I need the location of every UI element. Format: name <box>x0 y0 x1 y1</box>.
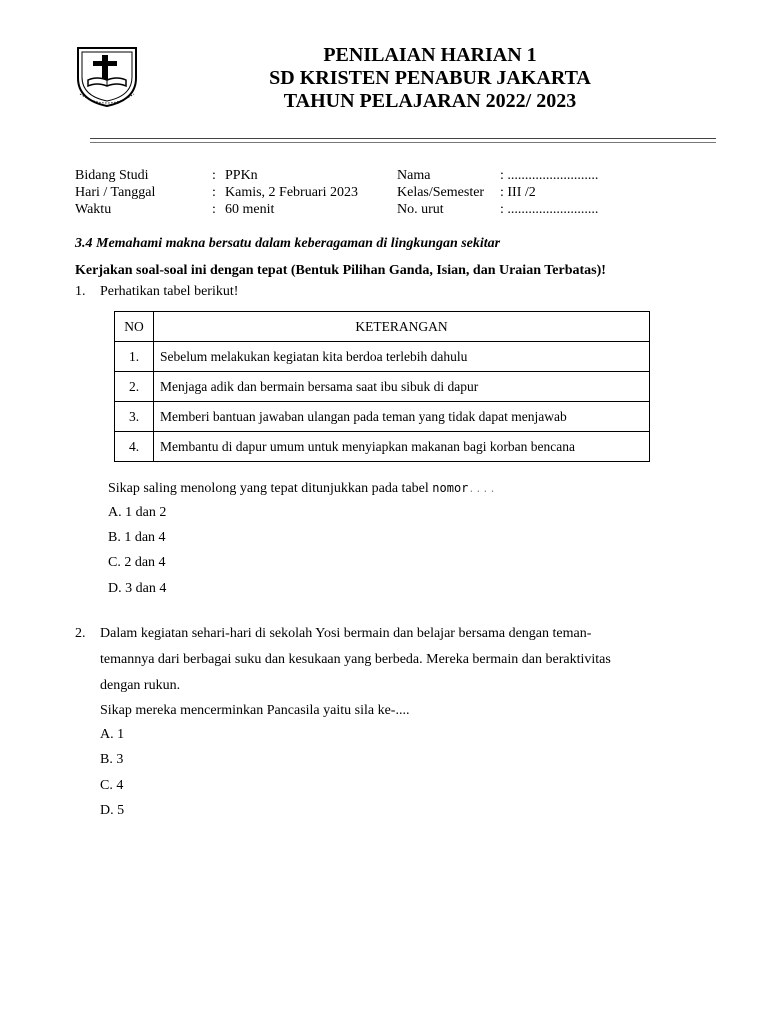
question-1-prompt-word: nomor <box>432 481 469 495</box>
info-label-date: Hari / Tanggal <box>75 185 156 200</box>
info-value-class: : III /2 <box>500 185 536 200</box>
info-sep-date: : <box>212 185 216 200</box>
question-2-line-1: Dalam kegiatan sehari-hari di sekolah Yosi bermain dan belajar bersama dengan teman- <box>100 626 592 641</box>
question-1-number: 1. <box>75 284 86 299</box>
table-cell-keterangan: Menjaga adik dan bermain bersama saat ibu sibuk di dapur <box>154 372 650 402</box>
info-label-number: No. urut <box>397 202 444 217</box>
question-1-option-d[interactable]: D. 3 dan 4 <box>108 581 167 596</box>
info-value-name: : .......................... <box>500 168 599 183</box>
question-1-table <box>114 311 650 462</box>
question-1-prompt-text: Sikap saling menolong yang tepat ditunjukkan pada tabel <box>108 481 433 496</box>
instruction-text: Kerjakan soal-soal ini dengan tepat (Bentuk Pilihan Ganda, Isian, dan Uraian Terbatas)! <box>75 263 606 278</box>
table-header-keterangan: KETERANGAN <box>154 312 650 342</box>
table-cell-keterangan: Membantu di dapur umum untuk menyiapkan makanan bagi korban bencana <box>154 432 650 462</box>
info-value-subject: PPKn <box>225 168 258 183</box>
info-label-name: Nama <box>397 168 431 183</box>
table-cell-no: 3. <box>115 402 154 432</box>
table-cell-keterangan: Sebelum melakukan kegiatan kita berdoa terlebih dahulu <box>154 342 650 372</box>
info-value-date: Kamis, 2 Februari 2023 <box>225 185 358 200</box>
table-cell-no: 4. <box>115 432 154 462</box>
question-2-line-2: temannya dari berbagai suku dan kesukaan yang berbeda. Mereka bermain dan beraktivitas <box>100 652 611 667</box>
table-header-row <box>115 312 650 342</box>
title-line-3: TAHUN PELAJARAN 2022/ 2023 <box>283 90 577 112</box>
table-row <box>115 402 650 432</box>
info-value-number: : .......................... <box>500 202 599 217</box>
question-2-prompt: Sikap mereka mencerminkan Pancasila yaitu sila ke-.... <box>100 703 410 718</box>
question-1-option-a[interactable]: A. 1 dan 2 <box>108 505 167 520</box>
table-row <box>115 342 650 372</box>
question-2-option-c[interactable]: C. 4 <box>100 778 124 793</box>
title-line-1: PENILAIAN HARIAN 1 <box>323 44 537 66</box>
info-value-time: 60 menit <box>225 202 275 217</box>
title-line-2: SD KRISTEN PENABUR JAKARTA <box>269 67 591 89</box>
table-header-no: NO <box>115 312 154 342</box>
table-row <box>115 432 650 462</box>
table-cell-no: 1. <box>115 342 154 372</box>
question-1-text: Perhatikan tabel berikut! <box>100 284 239 299</box>
question-1-prompt <box>108 481 496 497</box>
question-1-prompt-dots: .... <box>468 484 497 495</box>
question-2-option-b[interactable]: B. 3 <box>100 752 124 767</box>
question-2-line-3: dengan rukun. <box>100 678 181 693</box>
question-2-option-d[interactable]: D. 5 <box>100 803 125 818</box>
question-1-option-b[interactable]: B. 1 dan 4 <box>108 530 166 545</box>
table-row <box>115 372 650 402</box>
info-label-subject: Bidang Studi <box>75 168 149 183</box>
header-divider-thin <box>90 142 716 143</box>
question-1-option-c[interactable]: C. 2 dan 4 <box>108 555 166 570</box>
header-divider <box>90 138 716 139</box>
question-2-option-a[interactable]: A. 1 <box>100 727 125 742</box>
info-sep-subject: : <box>212 168 216 183</box>
table-cell-no: 2. <box>115 372 154 402</box>
info-label-time: Waktu <box>75 202 112 217</box>
school-logo <box>72 44 142 108</box>
info-sep-time: : <box>212 202 216 217</box>
info-label-class: Kelas/Semester <box>397 185 485 200</box>
question-2-number: 2. <box>75 626 86 641</box>
competency-statement: 3.4 Memahami makna bersatu dalam keberagaman di lingkungan sekitar <box>75 236 501 251</box>
table-cell-keterangan: Memberi bantuan jawaban ulangan pada teman yang tidak dapat menjawab <box>154 402 650 432</box>
